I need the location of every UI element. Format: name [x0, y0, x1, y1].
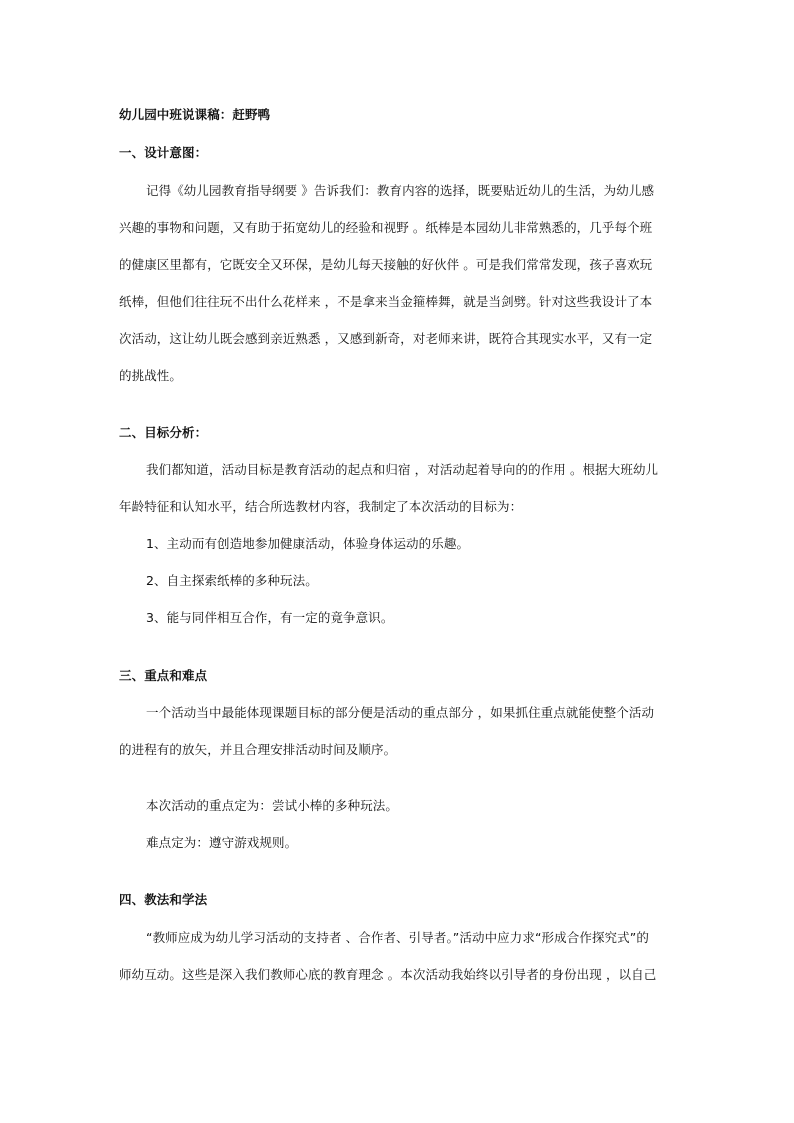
section-2-item-1: 1、主动而有创造地参加健康活动，体验身体运动的乐趣。	[146, 536, 470, 551]
document-title: 幼儿园中班说课稿：赶野鸭	[119, 107, 271, 122]
section-3-item-1: 本次活动的重点定为：尝试小棒的多种玩法。	[146, 798, 399, 813]
section-3-item-2: 难点定为：遵守游戏规则。	[146, 835, 298, 850]
section-1-line-5: 次活动，这让幼儿既会感到亲近熟悉 ，又感到新奇，对老师来讲，既符合其现实水平，又有一定	[119, 331, 653, 346]
section-1-line-6: 的挑战性。	[119, 368, 183, 383]
section-3-line-1: 一个活动当中最能体现课题目标的部分便是活动的重点部分 ，如果抓住重点就能使整个活动	[146, 705, 655, 720]
section-3-heading: 三、重点和难点	[119, 668, 208, 683]
section-1-line-1: 记得《幼儿园教育指导纲要 》告诉我们：教育内容的选择，既要贴近幼儿的生活，为幼儿感	[146, 183, 655, 198]
section-1-line-2: 兴趣的事物和问题，又有助于拓宽幼儿的经验和视野 。纸棒是本园幼儿非常熟悉的，几乎每个班	[119, 220, 653, 235]
section-1-line-4: 纸棒，但他们往往玩不出什么花样来 ，不是拿来当金箍棒舞，就是当剑劈。针对这些我设计了本	[119, 294, 653, 309]
section-1-line-3: 的健康区里都有，它既安全又环保，是幼儿每天接触的好伙伴 。可是我们常常发现，孩子喜欢玩	[119, 257, 653, 272]
section-4-line-1: “教师应成为幼儿学习活动的支持者 、合作者、引导者。”活动中应力求“形成合作探究式”的	[146, 930, 649, 945]
section-3-line-2: 的进程有的放矢，并且合理安排活动时间及顺序。	[119, 742, 397, 757]
section-2-line-1: 我们都知道，活动目标是教育活动的起点和归宿 ，对活动起着导向的的作用 。根据大班幼儿	[146, 462, 659, 477]
section-2-line-2: 年龄特征和认知水平，结合所选教材内容，我制定了本次活动的目标为：	[119, 499, 523, 514]
section-2-item-2: 2、自主探索纸棒的多种玩法。	[146, 573, 318, 588]
section-2-item-3: 3、能与同伴相互合作，有一定的竟争意识。	[146, 610, 394, 625]
section-2-heading: 二、目标分析：	[119, 425, 208, 440]
section-4-heading: 四、教法和学法	[119, 892, 208, 907]
section-4-line-2: 师幼互动。这些是深入我们教师心底的教育理念 。本次活动我始终以引导者的身份出现 ，以自己	[119, 967, 657, 982]
section-1-heading: 一、设计意图：	[119, 145, 208, 160]
